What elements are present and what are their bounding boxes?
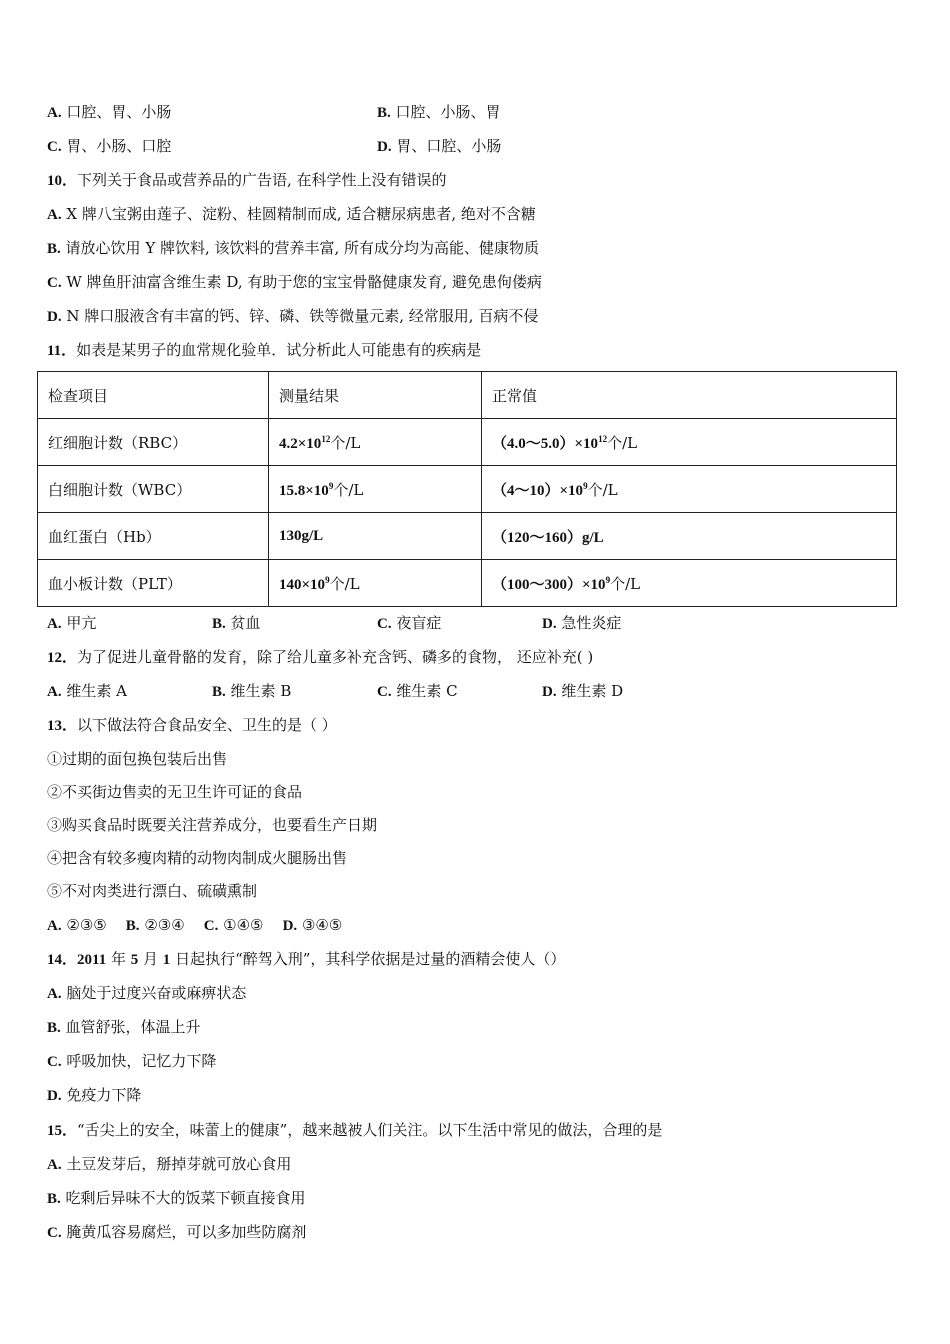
option-key: C. [377,616,392,632]
option-key: A. [47,918,62,934]
option-key: B. [377,105,391,121]
option-key: A. [47,105,62,121]
blood-test-table [37,371,897,607]
option-key: C. [47,275,62,291]
table-row [38,419,897,466]
q9-option-a [47,102,171,123]
option-key: D. [47,309,62,325]
result-unit: 个/L [330,433,361,452]
table-cell-item: 红细胞计数（RBC） [38,419,269,466]
year: 2011 [77,952,107,968]
option-text: 请放心饮用 Y 牌饮料, 该饮料的营养丰富, 所有成分均为高能、健康物质 [65,239,540,257]
option-text: 口腔、小肠、胃 [395,103,501,121]
option-text: N 牌口服液含有丰富的钙、锌、磷、铁等微量元素, 经常服用, 百病不侵 [66,307,539,325]
normal-base: （4.0～5.0）×10 [492,435,599,452]
q10-option-d [47,306,538,327]
table-cell-normal [482,466,897,513]
option-text: 维生素 C [396,682,458,700]
table-row [38,513,897,560]
table-header: 测量结果 [269,372,482,419]
table-cell-normal [482,513,897,560]
option-text: 甲亢 [66,614,97,632]
result-base: 130g/L [279,527,324,544]
option-key: B. [47,1191,61,1207]
option-key: C. [377,684,392,700]
option-key: D. [47,1088,62,1104]
option-text: 土豆发芽后，掰掉芽就可放心食用 [66,1155,292,1173]
option-text: 维生素 B [230,682,292,700]
q9-option-d [377,136,501,157]
result-base: 15.8×10 [279,482,329,499]
option-key: A. [47,684,62,700]
option-text: 血管舒张，体温上升 [65,1018,201,1036]
result-exp: 9 [328,480,334,491]
option-text: 呼吸加快，记忆力下降 [66,1052,217,1070]
q14-option-b [47,1017,201,1038]
question-number: 14． [47,952,78,968]
q9-option-c [47,136,171,157]
option-text: 胃、小肠、口腔 [66,137,172,155]
q13-options [47,915,342,936]
table-cell-item: 血小板计数（PLT） [38,560,269,607]
question-text: 年 [106,950,131,968]
option-key: C. [203,918,219,934]
option-text: 免疫力下降 [66,1086,142,1104]
option-key: D. [542,616,557,632]
option-text: 维生素 A [66,682,127,700]
q13-item: ①过期的面包换包装后出售 [47,750,228,768]
question-number: 10． [47,173,78,189]
question-number: 15． [47,1123,78,1139]
question-text: 下列关于食品或营养品的广告语, 在科学性上没有错误的 [77,171,447,189]
q12-option-a [47,681,127,702]
question-number: 12． [47,650,78,666]
option-text: 脑处于过度兴奋或麻痹状态 [66,984,247,1002]
option-text: 急性炎症 [561,614,622,632]
option-key: C. [47,1225,62,1241]
option-text: 维生素 D [561,682,624,700]
q15-option-a [47,1154,291,1175]
table-cell-result [269,513,482,560]
option-text: 口腔、胃、小肠 [66,103,172,121]
option-text: ②③④ [144,916,185,934]
month: 5 [130,952,139,968]
question-number: 13． [47,718,78,734]
result-unit: 个/L [329,574,360,593]
q11-stem [47,340,481,361]
q10-option-c [47,272,542,293]
question-text: 以下做法符合食品安全、卫生的是（ ） [77,716,337,734]
option-key: C. [47,139,62,155]
q12-option-c [377,681,458,702]
result-unit: 个/L [333,480,364,499]
question-text: 如表是某男子的血常规化验单．试分析此人可能患有的疾病是 [76,341,482,359]
option-text: X 牌八宝粥由莲子、淀粉、桂圆精制而成, 适合糖尿病患者, 绝对不含糖 [66,205,536,223]
question-number: 11． [47,343,77,359]
result-base: 140×10 [279,576,326,593]
normal-exp: 9 [605,574,611,585]
option-key: A. [47,1157,62,1173]
result-exp: 12 [321,433,331,444]
q11-option-d [542,613,621,634]
q12-option-d [542,681,623,702]
normal-base: （120～160）g/L [492,529,604,546]
option-key: B. [212,616,226,632]
q13-item: ⑤不对肉类进行漂白、硫磺熏制 [47,882,258,900]
q14-option-d [47,1085,141,1106]
option-text: 吃剩后异味不大的饭菜下顿直接食用 [65,1189,306,1207]
q14-option-a [47,983,246,1004]
option-text: 胃、口腔、小肠 [396,137,502,155]
question-text: 为了促进儿童骨骼的发育，除了给儿童多补充含钙、磷多的食物， 还应补充( ) [77,648,594,666]
table-cell-result [269,560,482,607]
day: 1 [162,952,171,968]
option-text: W 牌鱼肝油富含维生素 D, 有助于您的宝宝骨骼健康发育, 避免患佝偻病 [66,273,542,291]
table-row [38,560,897,607]
q15-option-b [47,1188,306,1209]
normal-exp: 9 [583,480,588,491]
q10-stem [47,170,447,191]
q13-item: ③购买食品时既要关注营养成分，也要看生产日期 [47,816,378,834]
option-key: A. [47,207,62,223]
result-base: 4.2×10 [279,435,322,452]
q14-option-c [47,1051,216,1072]
option-text: 腌黄瓜容易腐烂，可以多加些防腐剂 [66,1223,307,1241]
question-text: 日起执行“醉驾入刑”，其科学依据是过量的酒精会使人（） [170,950,566,968]
q15-stem [47,1120,662,1141]
option-text: ③④⑤ [301,916,343,934]
q11-option-b [212,613,261,634]
option-text: ①④⑤ [223,916,264,934]
option-text: ②③⑤ [66,916,107,934]
q13-stem [47,715,337,736]
option-key: B. [212,684,226,700]
option-key: C. [47,1054,62,1070]
result-exp: 9 [325,574,330,585]
option-key: D. [377,139,392,155]
q9-option-b [377,102,501,123]
q10-option-b [47,238,539,259]
q15-option-c [47,1222,306,1243]
normal-unit: 个/L [610,574,641,593]
option-text: 夜盲症 [396,614,442,632]
normal-unit: 个/L [587,480,618,499]
table-cell-item: 血红蛋白（Hb） [38,513,269,560]
normal-base: （4～10）×10 [492,482,584,499]
option-key: B. [47,1020,61,1036]
q13-item: ②不买街边售卖的无卫生许可证的食品 [47,783,303,801]
question-text: “舌尖上的安全，味蕾上的健康”，越来越被人们关注。以下生活中常见的做法，合理的是 [77,1121,663,1139]
table-cell-normal [482,560,897,607]
option-key: B. [125,918,140,934]
option-key: A. [47,616,62,632]
q11-option-a [47,613,96,634]
normal-base: （100～300）×10 [492,576,606,593]
option-key: D. [542,684,557,700]
question-text: 月 [138,950,163,968]
q12-stem [47,647,593,668]
table-cell-result [269,419,482,466]
table-header: 检查项目 [38,372,269,419]
normal-exp: 12 [598,433,608,444]
table-row [38,466,897,513]
table-cell-normal [482,419,897,466]
q10-option-a [47,204,536,225]
table-cell-result [269,466,482,513]
table-header: 正常值 [482,372,897,419]
option-key: B. [47,241,61,257]
q11-option-c [377,613,441,634]
table-cell-item: 白细胞计数（WBC） [38,466,269,513]
q12-option-b [212,681,291,702]
q13-item: ④把含有较多瘦肉精的动物肉制成火腿肠出售 [47,849,348,867]
table-header-row [38,372,897,419]
normal-unit: 个/L [607,433,638,452]
q14-stem [47,949,565,970]
option-key: D. [282,918,298,934]
option-text: 贫血 [230,614,261,632]
option-key: A. [47,986,62,1002]
